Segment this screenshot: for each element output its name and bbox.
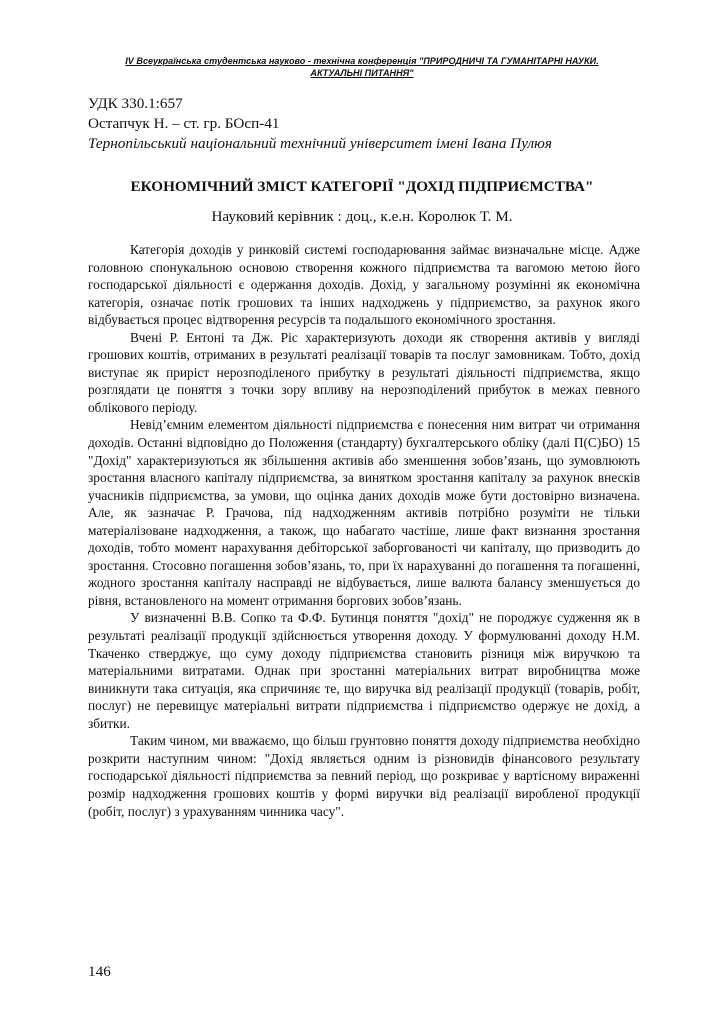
paragraph-4: У визначенні В.В. Сопко та Ф.Ф. Бутинця поняття "дохід" не породжує судження як в результаті реалізації продукції здійснюється утворення доходу. У формулюванні доходу Н.М. Ткаченко стверджує, що суму доходу підприємства становить різниця між виручкою та матеріальними витратами. Однак при зростанні матеріальних витрат виробництва може виникнути така ситуація, яка спричиняє те, що виручка від реалізації продукції (товарів, робіт, послуг) не перевищує матеріальні витрати підприємства і підприємство одержує не дохід, а збитки.: [88, 610, 640, 731]
paragraph-5: Таким чином, ми вважаємо, що більш грунтовно поняття доходу підприємства необхідно розкрити наступним чином: "Дохід являється одним із різновидів фінансового результату господарської діяльності підприємства за певний період, що розкриває у вартісному вираженні розмір надходження грошових коштів у формі виручки від реалізації виробленої продукції (робіт, послуг) з урахуванням чинника часу".: [88, 733, 640, 819]
udk-code: УДК 330.1:657: [88, 95, 183, 112]
running-header-line-2: АКТУАЛЬНІ ПИТАННЯ": [310, 68, 414, 78]
scientific-advisor: Науковий керівник : доц., к.е.н. Королюк Т. М.: [211, 208, 513, 225]
running-header-line-1: IV Всеукраїнська студентська науково - технічна конференція "ПРИРОДНИЧІ ТА ГУМАНІТАРНІ НАУКИ.: [125, 56, 599, 66]
paragraph-3: Невід’ємним елементом діяльності підприємства є понесення ним витрат чи отримання доходів. Останні відповідно до Положення (стандарту) бухгалтерського обліку (далі П(С)БО) 15 "Дохід" характеризуються як збільшення активів або зменшення зобов’язань, що зумовлюють зростання власного капіталу підприємства, за винятком зростання капіталу за рахунок внесків учасників підприємства, за умови, що оцінка даних доходів може бути достовірно визначена. Але, як зазначає Р. Грачова, під надходженням активів потрібно розуміти не тільки матеріалізоване надходження, а також, що набагато частіше, лише факт визнання зростання доходів, тобто момент нарахування дебіторської заборгованості чи капіталу, що призводить до зростання. Стосовно погашення зобов’язань, то, при їх нарахуванні до погашення та погашенні, жодного зростання капіталу насправді не відбувається, лише валюта балансу зменшується до рівня, встановленого на момент отримання боргових зобов’язань.: [88, 417, 640, 608]
paragraph-2: Вчені Р. Ентоні та Дж. Ріс характеризують доходи як створення активів у вигляді грошових коштів, отриманих в результаті реалізації товарів та послуг замовникам. Тобто, дохід виступає як приріст нерозподіленого прибутку в результаті діяльності підприємства, якщо розглядати це поняття з точки зору впливу на нерозподілений прибуток в межах певного облікового періоду.: [88, 329, 640, 415]
article-title: ЕКОНОМІЧНИЙ ЗМІСТ КАТЕГОРІЇ "ДОХІД ПІДПРИЄМСТВА": [130, 178, 594, 195]
running-header: [60, 55, 664, 79]
paragraph-1: Категорія доходів у ринковій системі господарювання займає визначальне місце. Адже головною спонукальною основою створення кожного підприємства та вагомою метою його господарської діяльності є одержання доходів. Дохід, у загальному розумінні як економічна категорія, означає потік грошових та інших надходжень у підприємство, за рахунок якого відбувається процес відтворення ресурсів та подальшого економічного зростання.: [88, 242, 640, 328]
affiliation: Тернопільський національний технічний університет імені Івана Пулюя: [88, 135, 552, 152]
article-body: [88, 241, 640, 820]
page-number: 146: [88, 963, 111, 980]
article-meta: [88, 94, 668, 154]
author-line: Остапчук Н. – ст. гр. БОсп-41: [88, 115, 280, 132]
